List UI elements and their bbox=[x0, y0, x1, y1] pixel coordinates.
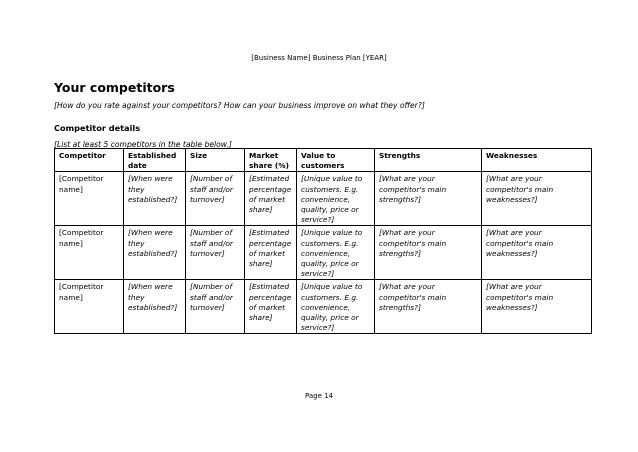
cell-competitor[interactable]: [Competitor name] bbox=[55, 172, 124, 226]
competitor-table bbox=[54, 148, 592, 334]
cell-strengths[interactable]: [What are your competitor's main strengths?] bbox=[375, 172, 482, 226]
col-header-value: Value to customers bbox=[297, 149, 375, 172]
cell-weaknesses[interactable]: [What are your competitor's main weaknesses?] bbox=[482, 172, 592, 226]
col-header-established: Established date bbox=[124, 149, 186, 172]
table-row bbox=[55, 280, 592, 334]
cell-established[interactable]: [When were they established?] bbox=[124, 226, 186, 280]
cell-value[interactable]: [Unique value to customers. E.g. convenience, quality, price or service?] bbox=[297, 226, 375, 280]
cell-strengths[interactable]: [What are your competitor's main strengths?] bbox=[375, 280, 482, 334]
cell-established[interactable]: [When were they established?] bbox=[124, 280, 186, 334]
cell-market-share[interactable]: [Estimated percentage of market share] bbox=[245, 172, 297, 226]
section-title: Your competitors bbox=[54, 80, 175, 95]
cell-competitor[interactable]: [Competitor name] bbox=[55, 226, 124, 280]
page-number: Page 14 bbox=[304, 392, 334, 400]
section-prompt: [How do you rate against your competitors? How can your business improve on what they offer?] bbox=[54, 101, 425, 110]
table-row bbox=[55, 226, 592, 280]
col-header-weaknesses: Weaknesses bbox=[482, 149, 592, 172]
table-header-row bbox=[55, 149, 592, 172]
cell-weaknesses[interactable]: [What are your competitor's main weaknesses?] bbox=[482, 280, 592, 334]
col-header-competitor: Competitor bbox=[55, 149, 124, 172]
cell-established[interactable]: [When were they established?] bbox=[124, 172, 186, 226]
cell-strengths[interactable]: [What are your competitor's main strengths?] bbox=[375, 226, 482, 280]
cell-value[interactable]: [Unique value to customers. E.g. convenience, quality, price or service?] bbox=[297, 280, 375, 334]
page-header: [Business Name] Business Plan [YEAR] bbox=[251, 54, 387, 62]
cell-market-share[interactable]: [Estimated percentage of market share] bbox=[245, 280, 297, 334]
cell-weaknesses[interactable]: [What are your competitor's main weaknesses?] bbox=[482, 226, 592, 280]
col-header-strengths: Strengths bbox=[375, 149, 482, 172]
col-header-size: Size bbox=[186, 149, 245, 172]
col-header-market-share: Market share (%) bbox=[245, 149, 297, 172]
cell-size[interactable]: [Number of staff and/or turnover] bbox=[186, 280, 245, 334]
table-note: [List at least 5 competitors in the table below.] bbox=[54, 140, 232, 149]
cell-competitor[interactable]: [Competitor name] bbox=[55, 280, 124, 334]
subsection-title: Competitor details bbox=[54, 123, 141, 133]
cell-value[interactable]: [Unique value to customers. E.g. convenience, quality, price or service?] bbox=[297, 172, 375, 226]
cell-size[interactable]: [Number of staff and/or turnover] bbox=[186, 226, 245, 280]
cell-size[interactable]: [Number of staff and/or turnover] bbox=[186, 172, 245, 226]
table-row bbox=[55, 172, 592, 226]
cell-market-share[interactable]: [Estimated percentage of market share] bbox=[245, 226, 297, 280]
